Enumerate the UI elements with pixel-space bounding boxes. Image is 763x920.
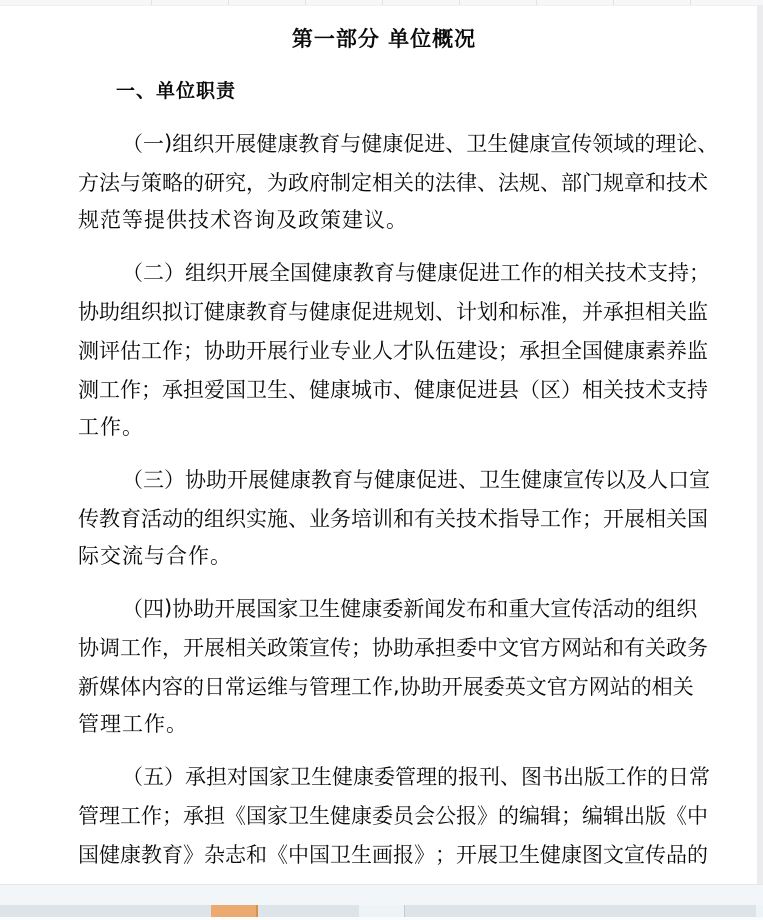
text-line: 管 理 工 作 ； 承 担 《 国 家 卫 生 健 康 委 员 会 公 报 》 的 编 辑 ； 编 辑 出 版 《 中 xyxy=(78,803,708,828)
section-heading: 一、单位职责 xyxy=(116,80,237,102)
text-line: （ 四 ) 协 助 开 展 国 家 卫 生 健 康 委 新 闻 发 布 和 重 大 宣 传 活 动 的 组 织 xyxy=(122,595,698,621)
text-line: 际交流与合作。 xyxy=(78,544,232,568)
paragraph xyxy=(78,459,710,576)
document-body xyxy=(0,123,719,873)
text-line: 规范等提供技术咨询及政策建议。 xyxy=(78,208,408,232)
text-line: 工作。 xyxy=(78,415,144,439)
ruler-tick xyxy=(228,0,229,5)
hscroll-track-mid[interactable] xyxy=(258,905,359,917)
hscroll-track-gap xyxy=(359,905,404,917)
paragraph xyxy=(78,756,710,873)
text-line: 方 法 与 策 略 的 研 究 ， 为 政 府 制 定 相 关 的 法 律 、 法 规 、 部 门 规 章 和 技 术 xyxy=(78,170,708,195)
text-line: 测 工 作 ； 承 担 爱 国 卫 生 、 健 康 城 市 、 健 康 促 进 县 （ 区 ） 相 关 技 术 支 持 xyxy=(78,377,708,402)
hscroll-track-tail xyxy=(756,905,763,917)
vertical-scrollbar-track[interactable] xyxy=(757,5,763,885)
text-line: （ 五 ） 承 担 对 国 家 卫 生 健 康 委 管 理 的 报 刊 、 图 书 出 版 工 作 的 日 常 xyxy=(122,764,710,789)
document-title: 第一部分 单位概况 xyxy=(291,27,477,51)
document-page xyxy=(0,6,757,885)
paragraph xyxy=(78,588,708,744)
text-line: 协 助 组 织 拟 订 健 康 教 育 与 健 康 促 进 规 划 、 计 划 和 标 准 ， 并 承 担 相 关 监 xyxy=(78,299,708,324)
text-line: （ 二 ） 组 织 开 展 全 国 健 康 教 育 与 健 康 促 进 工 作 的 相 关 技 术 支 持 ； xyxy=(122,260,710,285)
hscroll-track-right[interactable] xyxy=(405,905,756,917)
horizontal-scrollbar[interactable] xyxy=(0,905,763,917)
ruler-tick xyxy=(459,0,460,5)
ruler-tick xyxy=(151,0,152,5)
text-line: 测 评 估 工 作 ； 协 助 开 展 行 业 专 业 人 才 队 伍 建 设 ； 承 担 全 国 健 康 素 养 监 xyxy=(78,338,708,363)
page-bottom-chrome xyxy=(0,884,763,920)
ruler-tick xyxy=(536,0,537,5)
text-line: （ 三 ） 协 助 开 展 健 康 教 育 与 健 康 促 进 、 卫 生 健 康 宣 传 以 及 人 口 宣 xyxy=(122,467,710,492)
text-line: 协 调 工 作 ， 开 展 相 关 政 策 宣 传 ； 协 助 承 担 委 中 文 官 方 网 站 和 有 关 政 务 xyxy=(78,635,708,660)
ruler-tick xyxy=(690,0,691,5)
text-line: 管理工作。 xyxy=(78,712,188,736)
text-line: 新 媒 体 内 容 的 日 常 运 维 与 管 理 工 作 , 协 助 开 展 委 英 文 官 方 网 站 的 相 关 xyxy=(78,673,694,699)
text-line: 传 教 育 活 动 的 组 织 实 施 、 业 务 培 训 和 有 关 技 术 指 导 工 作 ； 开 展 相 关 国 xyxy=(78,506,708,531)
ruler-tick xyxy=(613,0,614,5)
ruler-tick xyxy=(382,0,383,5)
paragraph xyxy=(78,252,710,447)
ruler-tick xyxy=(305,0,306,5)
text-line: 国 健 康 教 育 》 杂 志 和 《 中 国 卫 生 画 报 》 ； 开 展 卫 生 健 康 图 文 宣 传 品 的 xyxy=(78,842,708,867)
paragraph xyxy=(78,123,719,240)
text-line: （ 一 ) 组 织 开 展 健 康 教 育 与 健 康 促 进 、 卫 生 健 康 宣 传 领 域 的 理 论 、 xyxy=(122,130,719,156)
hscroll-track-left[interactable] xyxy=(0,905,211,917)
hscroll-thumb[interactable] xyxy=(211,905,258,917)
